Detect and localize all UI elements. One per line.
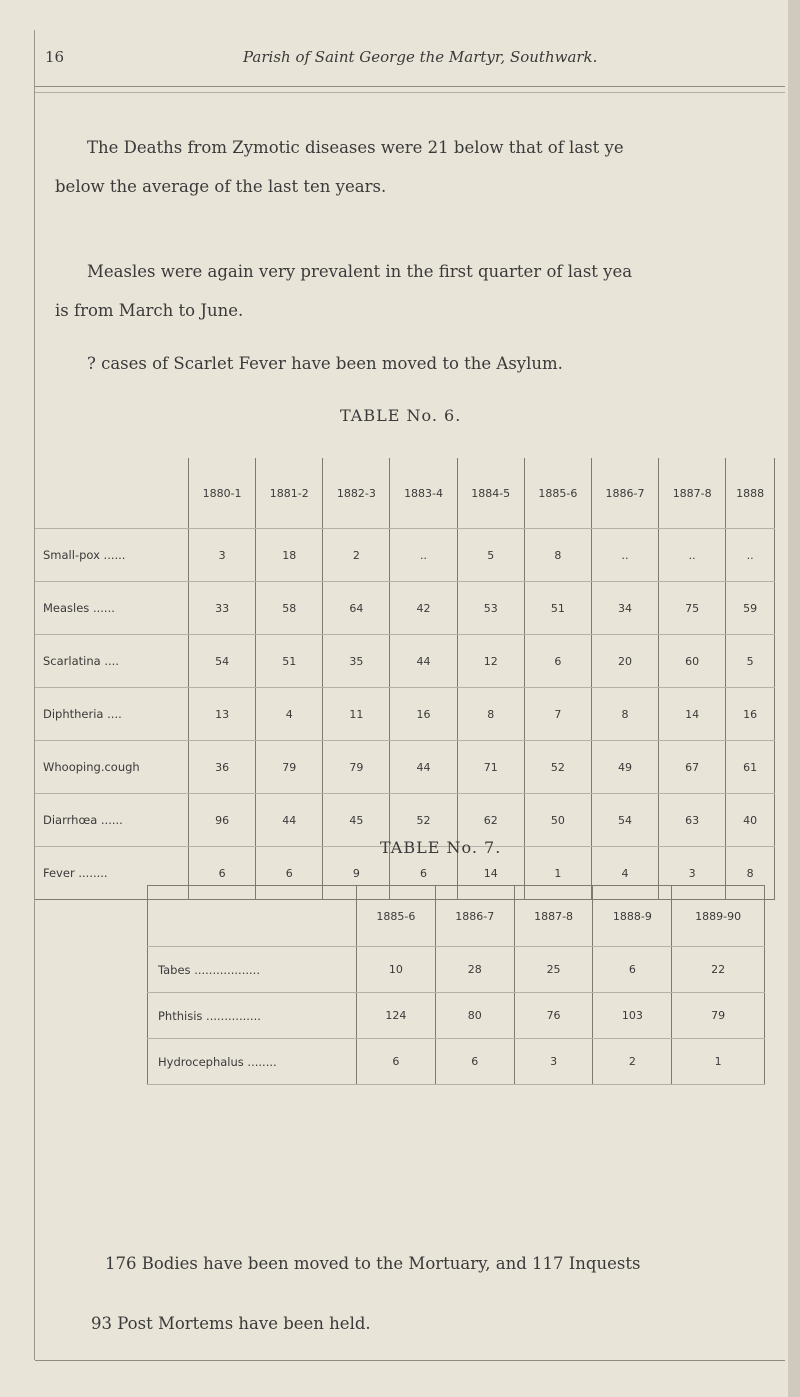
- cell: 62: [457, 794, 524, 847]
- table6-col: 1884-5: [457, 458, 524, 529]
- page-header: [35, 30, 785, 87]
- cell: 79: [672, 993, 765, 1039]
- cell: 124: [357, 993, 436, 1039]
- cell: 20: [591, 635, 658, 688]
- cell: 3: [189, 529, 256, 582]
- cell: 14: [457, 847, 524, 900]
- cell: 6: [593, 947, 672, 993]
- table-row: [35, 635, 775, 688]
- cell: 5: [457, 529, 524, 582]
- cell: 75: [659, 582, 726, 635]
- cell: ..: [591, 529, 658, 582]
- table7-caption: TABLE No. 7.: [380, 838, 502, 857]
- cell: 9: [323, 847, 390, 900]
- cell: 22: [672, 947, 765, 993]
- table-row: [148, 993, 765, 1039]
- cell: 14: [659, 688, 726, 741]
- cell: 12: [457, 635, 524, 688]
- cell: 52: [390, 794, 457, 847]
- cell: 53: [457, 582, 524, 635]
- table7-corner: [148, 886, 357, 947]
- page-number: 16: [45, 48, 65, 66]
- header-rule: [35, 92, 785, 93]
- paragraph-zymotic-line2: below the average of the last ten years.: [55, 177, 387, 196]
- cell: 54: [189, 635, 256, 688]
- table6-col: 1883-4: [390, 458, 457, 529]
- cell: 7: [524, 688, 591, 741]
- cell: 2: [593, 1039, 672, 1085]
- cell: 18: [256, 529, 323, 582]
- cell: 64: [323, 582, 390, 635]
- paragraph-measles-line1: Measles were again very prevalent in the first quarter of last yea: [87, 262, 633, 281]
- cell: ..: [726, 529, 775, 582]
- table6-header-row: [35, 458, 775, 529]
- row-label: Diphtheria ....: [35, 688, 189, 741]
- footer-rule: [35, 1360, 785, 1361]
- table7-header-row: [148, 886, 765, 947]
- cell: 40: [726, 794, 775, 847]
- cell: 76: [514, 993, 593, 1039]
- cell: 36: [189, 741, 256, 794]
- paragraph-mortuary: 176 Bodies have been moved to the Mortuary, and 117 Inquests: [105, 1254, 641, 1273]
- cell: 44: [390, 741, 457, 794]
- row-label: Scarlatina ....: [35, 635, 189, 688]
- row-label: Small-pox ......: [35, 529, 189, 582]
- row-label: Diarrhœa ......: [35, 794, 189, 847]
- page-edge: [788, 0, 800, 1397]
- cell: 10: [357, 947, 436, 993]
- table7-col: 1886-7: [435, 886, 514, 947]
- row-label: Hydrocephalus ........: [148, 1039, 357, 1085]
- cell: 71: [457, 741, 524, 794]
- table6-col: 1881-2: [256, 458, 323, 529]
- cell: 59: [726, 582, 775, 635]
- cell: 60: [659, 635, 726, 688]
- cell: ..: [659, 529, 726, 582]
- cell: 2: [323, 529, 390, 582]
- table-row: [148, 1039, 765, 1085]
- cell: 34: [591, 582, 658, 635]
- cell: 3: [659, 847, 726, 900]
- cell: 61: [726, 741, 775, 794]
- table-row: [35, 529, 775, 582]
- row-label: Whooping.cough: [35, 741, 189, 794]
- cell: 44: [256, 794, 323, 847]
- cell: 3: [514, 1039, 593, 1085]
- cell: 103: [593, 993, 672, 1039]
- paragraph-post-mortems: 93 Post Mortems have been held.: [91, 1314, 371, 1333]
- row-label: Fever ........: [35, 847, 189, 900]
- cell: 11: [323, 688, 390, 741]
- cell: 79: [256, 741, 323, 794]
- row-label: Tabes ..................: [148, 947, 357, 993]
- cell: 25: [514, 947, 593, 993]
- cell: 96: [189, 794, 256, 847]
- cell: 45: [323, 794, 390, 847]
- table-row: [35, 741, 775, 794]
- cell: 50: [524, 794, 591, 847]
- cell: 54: [591, 794, 658, 847]
- cell: 6: [524, 635, 591, 688]
- cell: ..: [390, 529, 457, 582]
- cell: 5: [726, 635, 775, 688]
- table6-col: 1880-1: [189, 458, 256, 529]
- table6-corner: [35, 458, 189, 529]
- cell: 8: [524, 529, 591, 582]
- table6-col: 1886-7: [591, 458, 658, 529]
- table7-col: 1887-8: [514, 886, 593, 947]
- table7-col: 1888-9: [593, 886, 672, 947]
- cell: 58: [256, 582, 323, 635]
- cell: 6: [357, 1039, 436, 1085]
- cell: 6: [390, 847, 457, 900]
- cell: 35: [323, 635, 390, 688]
- cell: 51: [256, 635, 323, 688]
- table7-col: 1889-90: [672, 886, 765, 947]
- cell: 42: [390, 582, 457, 635]
- cell: 49: [591, 741, 658, 794]
- paragraph-zymotic-line1: The Deaths from Zymotic diseases were 21 below that of last ye: [87, 138, 624, 157]
- table-row: [35, 582, 775, 635]
- cell: 4: [591, 847, 658, 900]
- cell: 44: [390, 635, 457, 688]
- cell: 1: [524, 847, 591, 900]
- cell: 13: [189, 688, 256, 741]
- row-label: Phthisis ...............: [148, 993, 357, 1039]
- table6-col: 1885-6: [524, 458, 591, 529]
- cell: 8: [591, 688, 658, 741]
- cell: 8: [457, 688, 524, 741]
- cell: 28: [435, 947, 514, 993]
- document-page: [34, 30, 785, 1360]
- cell: 4: [256, 688, 323, 741]
- cell: 51: [524, 582, 591, 635]
- cell: 6: [189, 847, 256, 900]
- paragraph-measles-line2: is from March to June.: [55, 301, 244, 320]
- cell: 67: [659, 741, 726, 794]
- cell: 16: [390, 688, 457, 741]
- cell: 16: [726, 688, 775, 741]
- cell: 1: [672, 1039, 765, 1085]
- cell: 8: [726, 847, 775, 900]
- table6-caption: TABLE No. 6.: [340, 406, 462, 425]
- table-row: [35, 688, 775, 741]
- cell: 63: [659, 794, 726, 847]
- row-label: Measles ......: [35, 582, 189, 635]
- cell: 6: [256, 847, 323, 900]
- table-7: [147, 885, 765, 1085]
- table7-col: 1885-6: [357, 886, 436, 947]
- cell: 33: [189, 582, 256, 635]
- cell: 52: [524, 741, 591, 794]
- page-title: Parish of Saint George the Martyr, Southwark.: [243, 48, 598, 66]
- table-6: [35, 458, 775, 900]
- cell: 80: [435, 993, 514, 1039]
- cell: 79: [323, 741, 390, 794]
- cell: 6: [435, 1039, 514, 1085]
- table6-col: 1882-3: [323, 458, 390, 529]
- paragraph-scarlet: ? cases of Scarlet Fever have been moved to the Asylum.: [87, 354, 563, 373]
- table6-col: 1887-8: [659, 458, 726, 529]
- table-row: [148, 947, 765, 993]
- table6-col: 1888: [726, 458, 775, 529]
